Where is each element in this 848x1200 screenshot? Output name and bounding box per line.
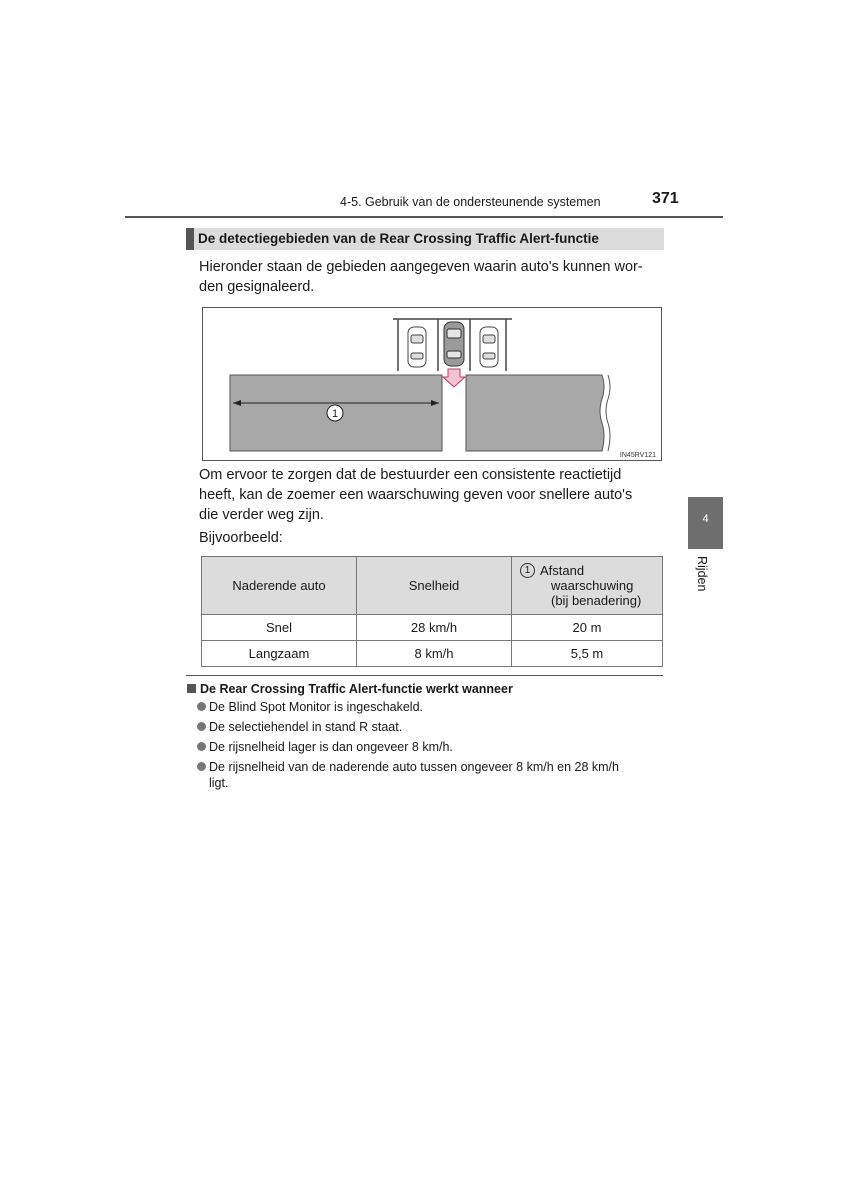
list-item-text-line-2: ligt.	[209, 776, 229, 790]
detection-area-diagram	[202, 307, 662, 461]
header-warning-label: waarschuwing	[551, 578, 634, 593]
list-item	[197, 759, 663, 791]
heading-marker	[186, 228, 194, 250]
bullet-dot-icon	[197, 742, 206, 751]
header-approaching-vehicle: Naderende auto	[202, 557, 357, 615]
paragraph-line-1: Om ervoor te zorgen dat de bestuurder een consistente reactietijd	[199, 467, 622, 483]
bullet-dot-icon	[197, 702, 206, 711]
paragraph-line-2: heeft, kan de zoemer een waarschuwing geven voor snellere auto's	[199, 487, 633, 503]
callout-number: 1	[331, 408, 339, 420]
diagram-code: IN45RV121	[619, 452, 656, 459]
header-divider	[125, 216, 723, 218]
list-item-text-line-1: De rijsnelheid van de naderende auto tussen ongeveer 8 km/h en 28 km/h	[209, 760, 619, 774]
parked-car-left-icon	[408, 327, 426, 367]
intro-paragraph	[199, 257, 659, 297]
table-row	[202, 615, 663, 641]
chapter-header: 4-5. Gebruik van de ondersteunende systemen	[340, 195, 601, 209]
conditions-title: De Rear Crossing Traffic Alert-functie werkt wanneer	[200, 682, 513, 696]
header-warning-distance	[512, 557, 663, 615]
square-bullet-icon	[187, 684, 196, 693]
paragraph-line-3: die verder weg zijn.	[199, 507, 324, 523]
bullet-dot-icon	[197, 762, 206, 771]
list-item	[197, 719, 663, 735]
body-paragraph	[199, 465, 659, 525]
cell-speed: 8 km/h	[357, 641, 512, 667]
cell-vehicle: Snel	[202, 615, 357, 641]
own-vehicle-icon	[444, 322, 464, 366]
header-approx-label: (bij benadering)	[551, 593, 642, 608]
header-distance-label: Afstand	[540, 563, 585, 578]
header-callout-icon: 1	[520, 563, 535, 578]
cell-distance: 5,5 m	[512, 641, 663, 667]
list-item-text: De selectiehendel in stand R staat.	[209, 720, 403, 734]
detection-area-right	[466, 375, 604, 451]
conditions-divider	[186, 675, 663, 676]
intro-line-1: Hieronder staan de gebieden aangegeven waarin auto's kunnen wor-	[199, 259, 643, 275]
chapter-tab: 4	[688, 497, 723, 549]
header-speed: Snelheid	[357, 557, 512, 615]
example-label: Bijvoorbeeld:	[199, 530, 283, 546]
cell-vehicle: Langzaam	[202, 641, 357, 667]
conditions-heading	[187, 682, 513, 696]
cell-distance: 20 m	[512, 615, 663, 641]
cell-speed: 28 km/h	[357, 615, 512, 641]
table-row	[202, 641, 663, 667]
list-item-text: De Blind Spot Monitor is ingeschakeld.	[209, 700, 424, 714]
list-item-text: De rijsnelheid lager is dan ongeveer 8 km/h.	[209, 740, 453, 754]
list-item	[197, 739, 663, 755]
section-heading-bar	[186, 228, 664, 250]
parked-car-right-icon	[480, 327, 498, 367]
chapter-tab-label: Rijden	[695, 556, 709, 592]
bullet-dot-icon	[197, 722, 206, 731]
warning-distance-table	[201, 556, 663, 667]
intro-line-2: den gesignaleerd.	[199, 279, 315, 295]
page-number: 371	[652, 190, 679, 207]
section-title: De detectiegebieden van de Rear Crossing Traffic Alert-functie	[198, 231, 599, 246]
list-item	[197, 699, 663, 715]
conditions-list	[197, 699, 663, 795]
